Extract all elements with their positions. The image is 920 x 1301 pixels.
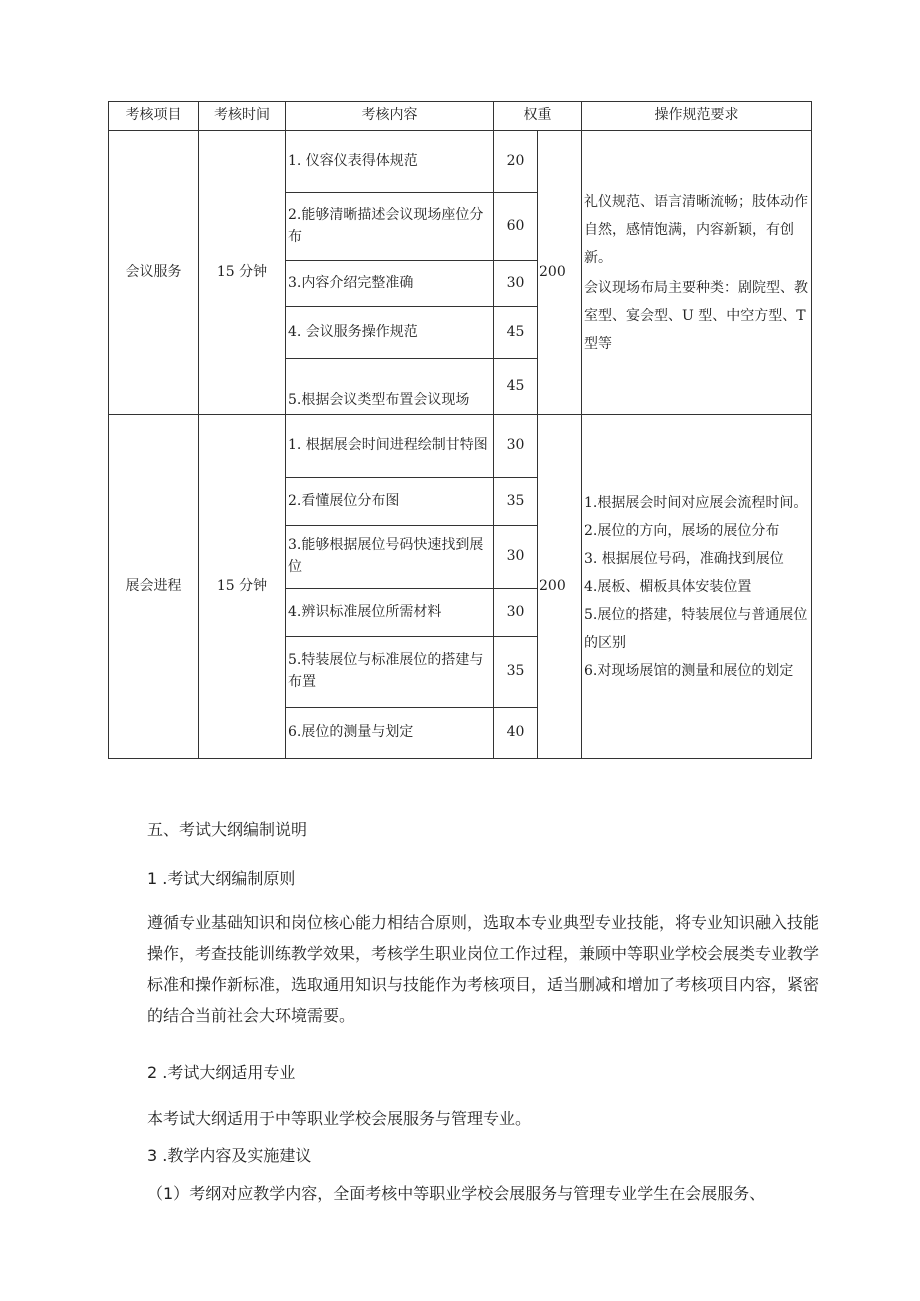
total-weight-cell: 200 (538, 415, 582, 759)
content-cell: 1. 仪容仪表得体规范 (286, 131, 494, 193)
score-cell: 30 (494, 261, 538, 307)
content-cell: 5.特装展位与标准展位的搭建与布置 (286, 637, 494, 708)
content-cell: 3.内容介绍完整准确 (286, 261, 494, 307)
content-cell: 6.展位的测量与划定 (286, 708, 494, 759)
table-header-row (109, 102, 812, 131)
content-cell: 2.看懂展位分布图 (286, 478, 494, 526)
subsection-title: .考试大纲编制原则 (162, 869, 296, 888)
requirement-text: 6.对现场展馆的测量和展位的划定 (584, 662, 794, 679)
header-time: 考核时间 (199, 102, 286, 131)
subsection-number: 1 (147, 869, 158, 888)
content-cell: 4. 会议服务操作规范 (286, 307, 494, 359)
requirement-text: 5.展位的搭建，特装展位与普通展位的区别 (584, 606, 808, 651)
score-cell: 45 (494, 307, 538, 359)
project-cell: 会议服务 (109, 131, 199, 415)
subsection-2-heading (147, 1060, 295, 1083)
score-cell: 45 (494, 359, 538, 415)
header-requirements: 操作规范要求 (582, 102, 812, 131)
subsection-2-body: 本考试大纲适用于中等职业学校会展服务与管理专业。 (147, 1109, 532, 1128)
score-cell: 35 (494, 478, 538, 526)
requirements-cell (582, 415, 812, 759)
subsection-title: .教学内容及实施建议 (162, 1146, 312, 1165)
content-cell: 2.能够清晰描述会议现场座位分布 (286, 193, 494, 261)
time-cell: 15 分钟 (199, 415, 286, 759)
requirement-text: 礼仪规范、语言清晰流畅；肢体动作自然，感情饱满，内容新颖，有创新。 (584, 193, 808, 266)
header-content: 考核内容 (286, 102, 494, 131)
score-cell: 40 (494, 708, 538, 759)
content-cell: 3.能够根据展位号码快速找到展位 (286, 526, 494, 589)
requirement-text: 2.展位的方向，展场的展位分布 (584, 522, 780, 539)
content-cell: 1. 根据展会时间进程绘制甘特图 (286, 415, 494, 478)
subsection-number: 2 (147, 1063, 158, 1082)
score-cell: 60 (494, 193, 538, 261)
time-cell: 15 分钟 (199, 131, 286, 415)
content-cell: 5.根据会议类型布置会议现场 (286, 359, 494, 415)
requirement-text: 1.根据展会时间对应展会流程时间。 (584, 494, 808, 511)
header-weight: 权重 (494, 102, 582, 131)
subsection-3-item (147, 1181, 765, 1204)
score-cell: 30 (494, 526, 538, 589)
score-cell: 30 (494, 415, 538, 478)
score-cell: 20 (494, 131, 538, 193)
content-cell: 4.辨识标准展位所需材料 (286, 589, 494, 637)
item-text: 考纲对应教学内容，全面考核中等职业学校会展服务与管理专业学生在会展服务、 (189, 1184, 766, 1203)
table-row (109, 415, 812, 478)
assessment-table (108, 101, 812, 759)
requirements-cell (582, 131, 812, 415)
requirement-text: 3. 根据展位号码，准确找到展位 (584, 550, 784, 567)
subsection-title: .考试大纲适用专业 (162, 1063, 296, 1082)
project-cell: 展会进程 (109, 415, 199, 759)
requirement-text: 会议现场布局主要种类：剧院型、教室型、宴会型、U 型、中空方型、T 型等 (584, 279, 808, 352)
score-cell: 30 (494, 589, 538, 637)
subsection-3-heading (147, 1143, 311, 1166)
subsection-1-body: 遵循专业基础知识和岗位核心能力相结合原则，选取本专业典型专业技能，将专业知识融入技能操作，考查技能训练教学效果，考核学生职业岗位工作过程，兼顾中等职业学校会展类专业教学标准和操作新标准，选取通用知识与技能作为考核项目，适当删减和增加了考核项目内容，紧密的结合当前社会大环境需要。 (147, 913, 820, 1025)
header-project: 考核项目 (109, 102, 199, 131)
total-weight-cell: 200 (538, 131, 582, 415)
subsection-1-heading (147, 866, 295, 889)
section-heading: 五、考试大纲编制说明 (147, 820, 308, 839)
item-number: （1） (147, 1184, 190, 1203)
score-cell: 35 (494, 637, 538, 708)
subsection-number: 3 (147, 1146, 158, 1165)
requirement-text: 4.展板、楣板具体安装位置 (584, 578, 752, 595)
table-row (109, 131, 812, 193)
